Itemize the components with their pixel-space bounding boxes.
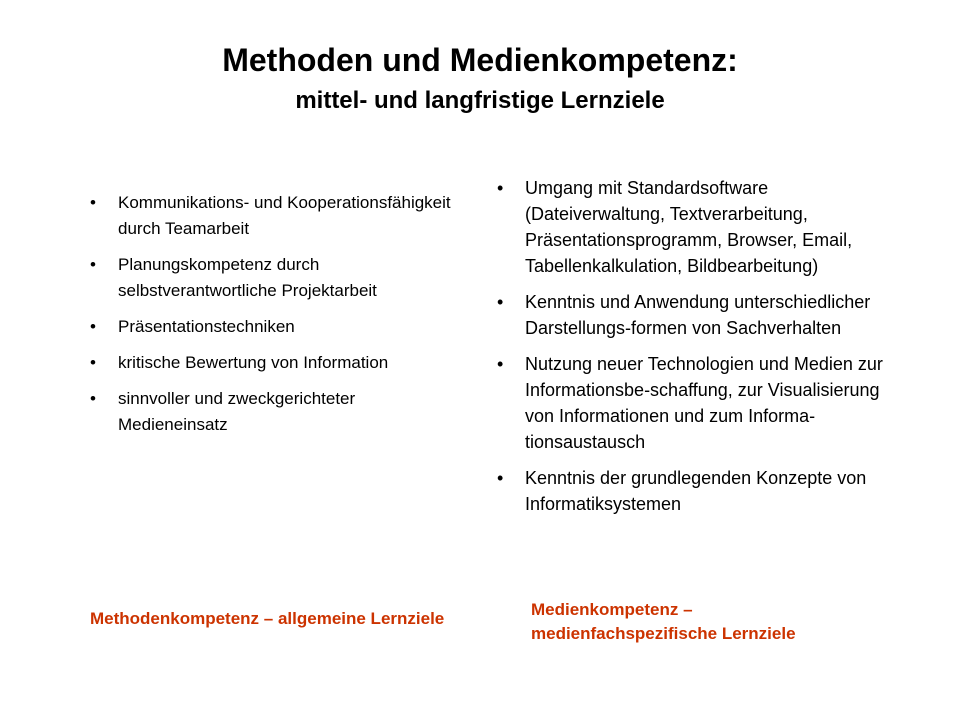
list-item — [497, 289, 897, 341]
bullet-icon: • — [90, 389, 96, 408]
list-item-text: Umgang mit Standardsoftware (Dateiverwaltung, Textverarbeitung, Präsentationsprogramm, Browser, Email, Tabellenkalkulation, Bildbearbeitung) — [525, 178, 853, 276]
caption-medienkompetenz: Medienkompetenz – medienfachspezifische Lernziele — [531, 600, 796, 643]
left-bullet-list — [90, 190, 460, 448]
slide-subtitle: mittel- und langfristige Lernziele — [295, 87, 665, 114]
list-item-text: Präsentationstechniken — [118, 317, 295, 336]
bullet-icon: • — [497, 468, 504, 488]
list-item-text: Kenntnis und Anwendung unterschiedlicher Darstellungs-formen von Sachverhalten — [525, 292, 871, 338]
right-bullet-list — [497, 175, 897, 527]
bullet-icon: • — [90, 193, 96, 212]
bullet-icon: • — [90, 317, 96, 336]
bullet-icon: • — [90, 255, 96, 274]
list-item — [90, 252, 460, 304]
list-item — [497, 175, 897, 279]
list-item — [497, 465, 897, 517]
list-item — [90, 314, 460, 340]
caption-methodenkompetenz: Methodenkompetenz – allgemeine Lernziele — [90, 609, 445, 628]
list-item-text: Kommunikations- und Kooperationsfähigkeit durch Teamarbeit — [118, 193, 451, 238]
list-item — [90, 386, 460, 438]
list-item-text: sinnvoller und zweckgerichteter Medieneinsatz — [118, 389, 356, 434]
slide-title — [0, 40, 960, 118]
list-item — [90, 190, 460, 242]
slide-title-main: Methoden und Medienkompetenz: — [222, 42, 738, 78]
bullet-icon: • — [497, 178, 504, 198]
bullet-icon: • — [497, 292, 504, 312]
list-item-text: Planungskompetenz durch selbstverantwortliche Projektarbeit — [118, 255, 377, 300]
list-item — [90, 350, 460, 376]
bullet-icon: • — [90, 353, 96, 372]
list-item-text: Kenntnis der grundlegenden Konzepte von Informatiksystemen — [525, 468, 867, 514]
list-item-text: Nutzung neuer Technologien und Medien zur Informationsbe-schaffung, zur Visualisierung von Informationen und zum Informa-tionsaustausch — [525, 354, 883, 452]
list-item-text: kritische Bewertung von Information — [118, 353, 389, 372]
bullet-icon: • — [497, 354, 504, 374]
list-item — [497, 351, 897, 455]
